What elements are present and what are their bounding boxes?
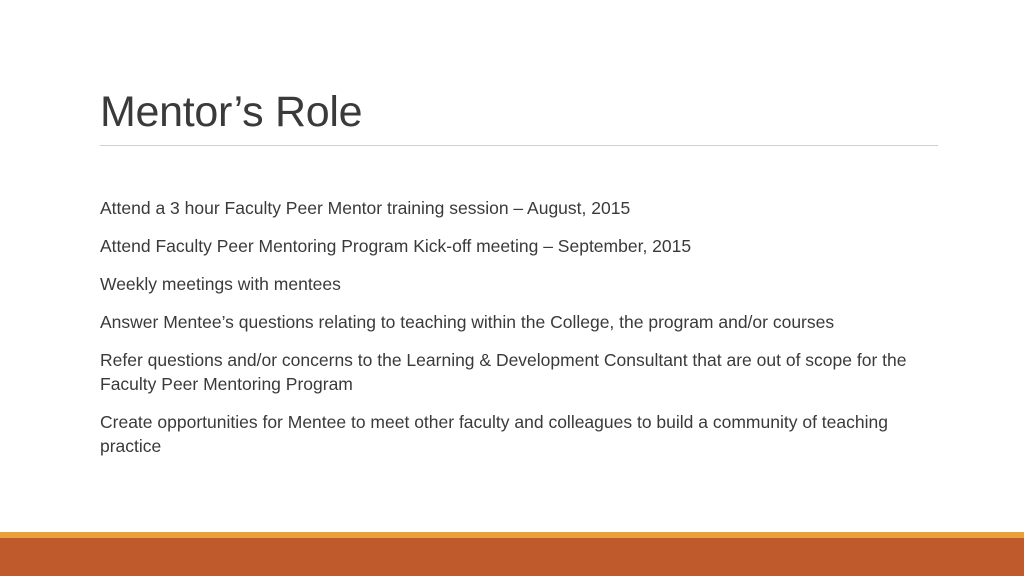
bullet-item: Answer Mentee’s questions relating to teaching within the College, the program and/or courses (100, 312, 835, 332)
bullet-list (100, 196, 930, 472)
title-divider (100, 145, 938, 146)
footer-bar (0, 538, 1024, 576)
bullet-item: Weekly meetings with mentees (100, 274, 341, 294)
bullet-item: Attend Faculty Peer Mentoring Program Kick-off meeting – September, 2015 (100, 236, 692, 256)
bullet-item: Create opportunities for Mentee to meet other faculty and colleagues to build a community of teaching practice (100, 412, 888, 456)
slide-title: Mentor’s Role (100, 88, 363, 136)
bullet-item: Attend a 3 hour Faculty Peer Mentor training session – August, 2015 (100, 198, 631, 218)
bullet-item: Refer questions and/or concerns to the Learning & Development Consultant that are out of scope for the Faculty Peer Mentoring Program (100, 350, 907, 394)
